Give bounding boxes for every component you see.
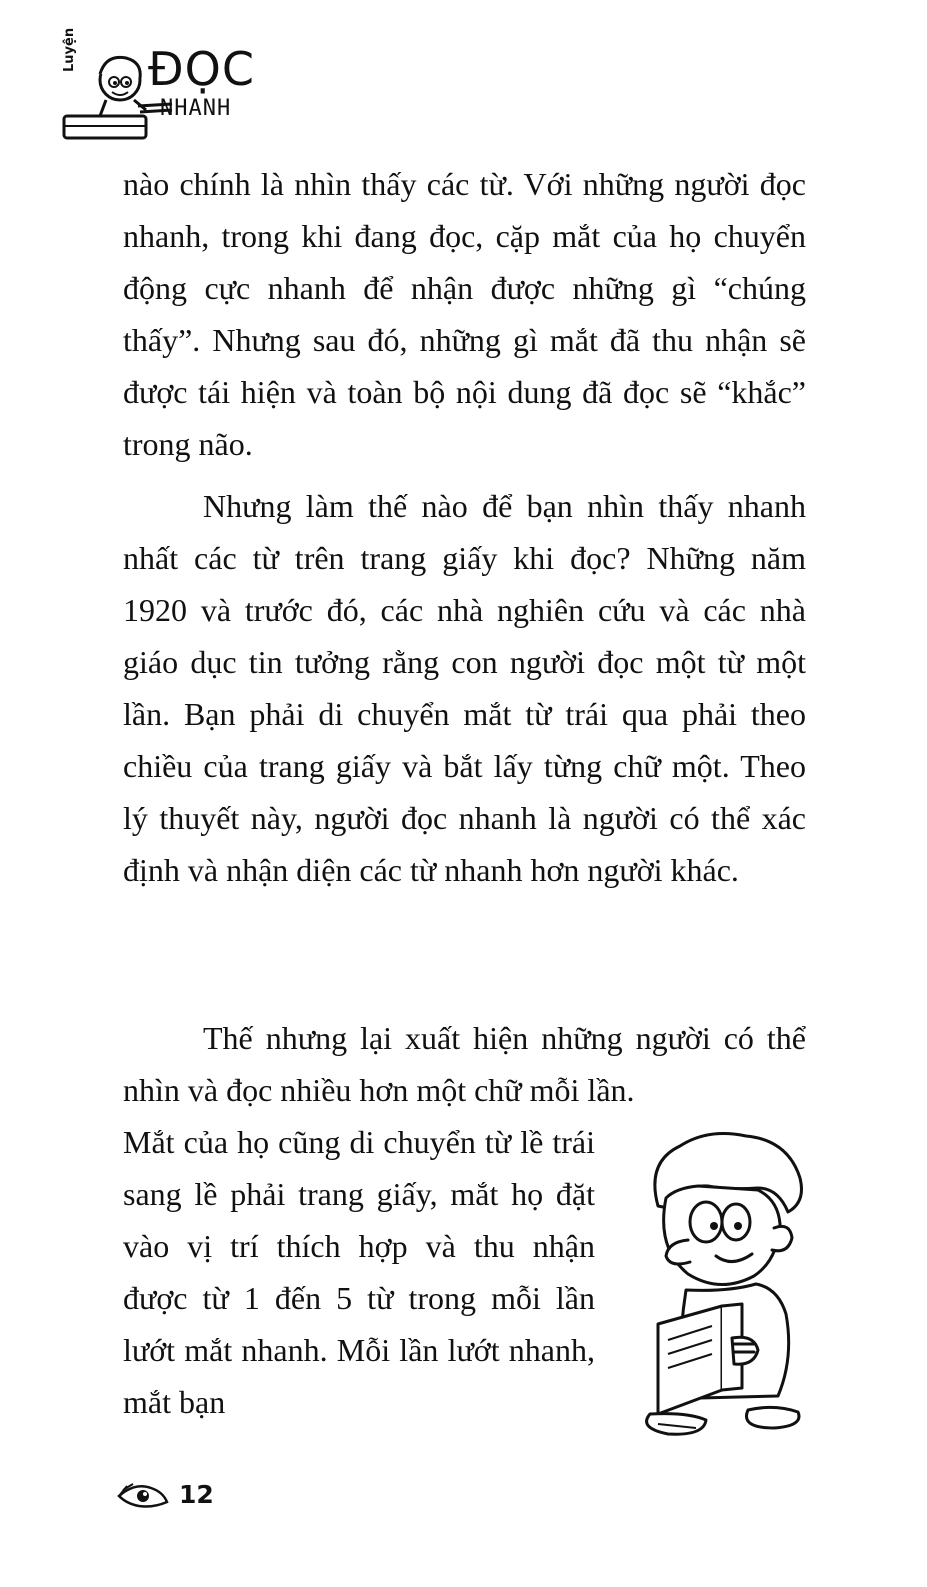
body-paragraph-3: Thế nhưng lại xuất hiện những người có thể nhìn và đọc nhiều hơn một chữ mỗi lần. xyxy=(123,1020,806,1108)
body-paragraph-4: Mắt của họ cũng di chuyển từ lề trái sang lề phải trang giấy, mắt họ đặt vào vị trí thích hợp và thu nhận được từ 1 đến 5 từ trong mỗi lần lướt mắt nhanh. Mỗi lần lướt nhanh, mắt bạn xyxy=(123,1124,595,1420)
body-paragraph-1: nào chính là nhìn thấy các từ. Với những người đọc nhanh, trong khi đang đọc, cặp mắt của họ chuyển động cực nhanh để nhận được những gì “chúng thấy”. Nhưng sau đó, những gì mắt đã thu nhận sẽ được tái hiện và toàn bộ nội dung đã đọc sẽ “khắc” trong não. xyxy=(123,166,806,462)
logo-title-top: ĐỌC xyxy=(148,42,255,96)
eye-icon xyxy=(117,1482,169,1510)
page-number: 12 xyxy=(179,1480,214,1509)
boy-reading-illustration xyxy=(628,1128,828,1438)
logo-side-label: Luyện xyxy=(62,27,77,72)
body-paragraph-2: Nhưng làm thế nào để bạn nhìn thấy nhanh nhất các từ trên trang giấy khi đọc? Những năm 1920 và trước đó, các nhà nghiên cứu và các nhà giáo dục tin tưởng rằng con người đọc một từ một lần. Bạn phải di chuyển mắt từ trái qua phải theo chiều của trang giấy và bắt lấy từng chữ một. Theo lý thuyết này, người đọc nhanh là người có thể xác định và nhận diện các từ nhanh hơn người khác. xyxy=(123,488,806,888)
header-logo xyxy=(60,27,260,144)
logo-title-bottom: NHANH xyxy=(160,96,232,121)
